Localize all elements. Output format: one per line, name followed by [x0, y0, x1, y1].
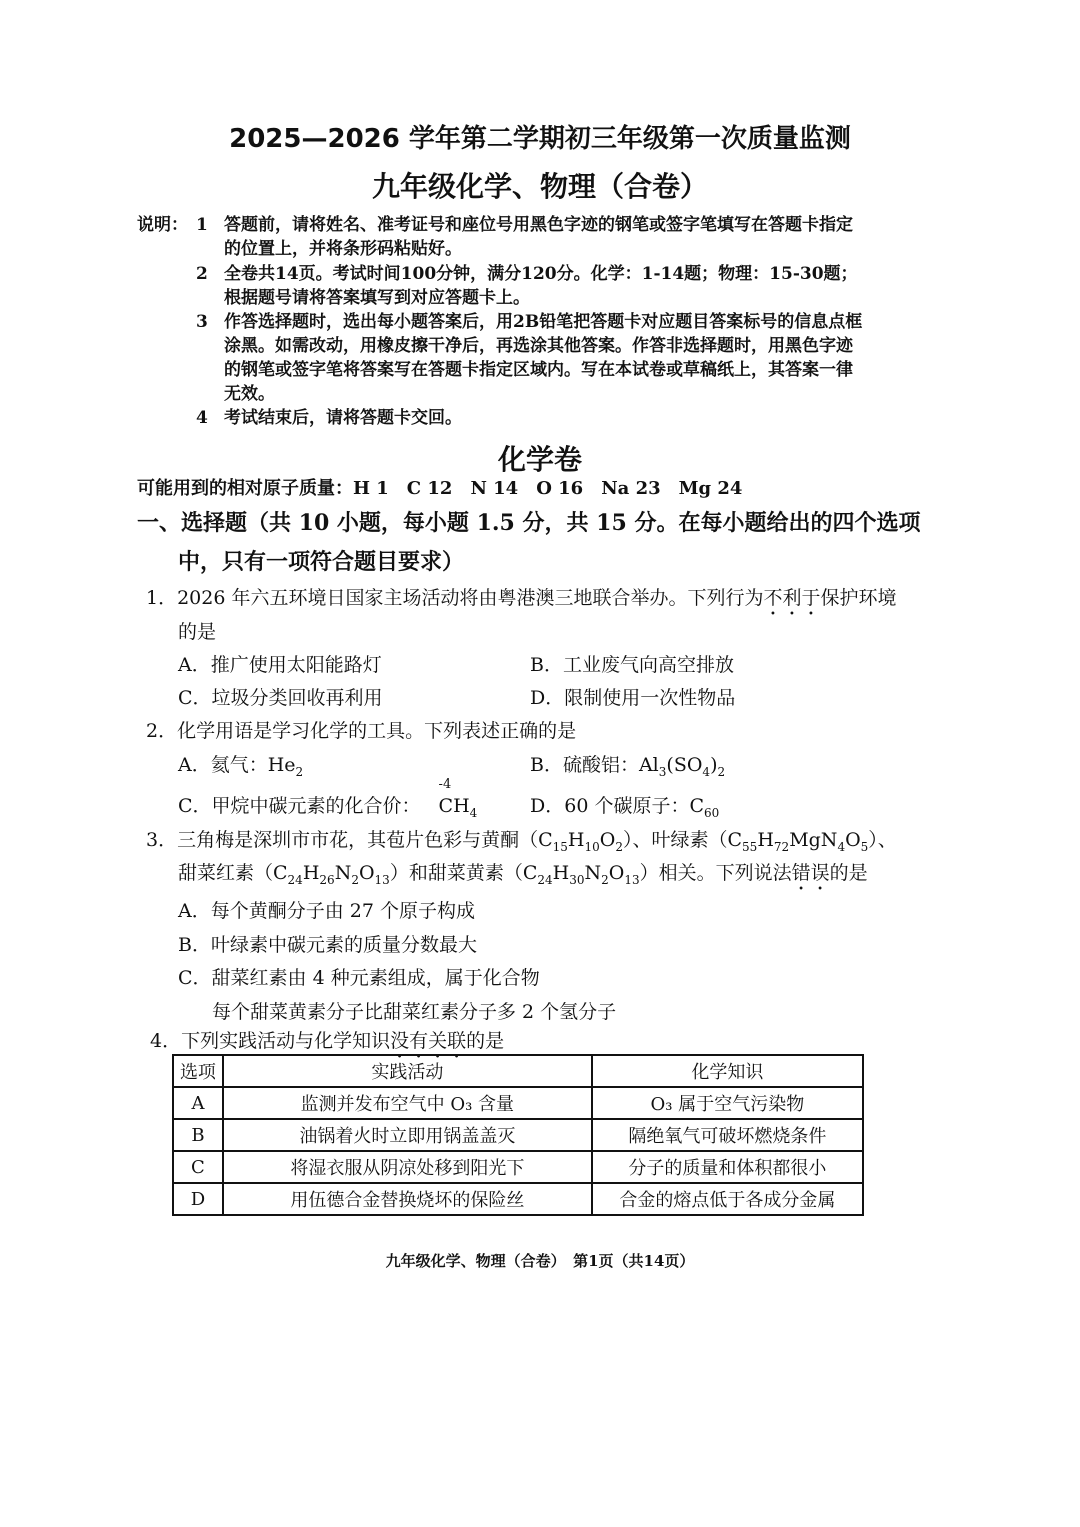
- q2-option-d: D．60 个碳原子：$C_{60}$: [530, 795, 720, 820]
- instruction-line: 的位置上，并将条形码粘贴好。: [224, 239, 462, 259]
- table-cell: 将湿衣服从阴凉处移到阳光下: [223, 1151, 592, 1183]
- q2-option-c: C．甲烷中碳元素的化合价： -4 $CH_4$: [178, 777, 478, 820]
- emphasis-text: 没有关联: [390, 1030, 467, 1052]
- table-cell: C: [173, 1151, 223, 1183]
- valence-mark: -4: [438, 777, 452, 792]
- table-header: 选项: [173, 1055, 223, 1087]
- q1-option-d: D．限制使用一次性物品: [530, 687, 736, 709]
- q1-option-c: C．垃圾分类回收再利用: [178, 687, 383, 709]
- q3-option-c: C．甜菜红素由 4 种元素组成，属于化合物: [178, 967, 540, 989]
- table-cell: A: [173, 1087, 223, 1119]
- table-cell: O₃ 属于空气污染物: [592, 1087, 863, 1119]
- q3-option-d: 每个甜菜黄素分子比甜菜红素分子多 2 个氢分子: [212, 1001, 617, 1023]
- exam-title: 2025—2026 学年第二学期初三年级第一次质量监测: [229, 124, 851, 154]
- question-4-stem: 4．下列实践活动与化学知识没有关联的是: [150, 1030, 505, 1052]
- table-header: 化学知识: [592, 1055, 863, 1087]
- instruction-num-3: 3: [196, 312, 208, 332]
- instruction-num-2: 2: [196, 264, 208, 284]
- table-cell: 分子的质量和体积都很小: [592, 1151, 863, 1183]
- table-row: [173, 1087, 863, 1119]
- instruction-line: 的钢笔或签字笔将答案写在答题卡指定区域内。写在本试卷或草稿纸上，其答案一律: [224, 360, 853, 380]
- table-cell: 用伍德合金替换烧坏的保险丝: [223, 1183, 592, 1215]
- instruction-line: 涂黑。如需改动，用橡皮擦干净后，再选涂其他答案。作答非选择题时，用黑色字迹: [224, 336, 853, 356]
- question-3-stem-cont: 甜菜红素$(C_{24}H_{26}N_2O_{13})$和甜菜黄素$(C_{24}H_{30}N_2O_{13})$相关。下列说法错误的是: [178, 862, 868, 887]
- q2-option-b: B．硫酸铝：$Al_3(SO_4)_2$: [530, 754, 726, 779]
- table-header: 实践活动: [223, 1055, 592, 1087]
- table-header-row: [173, 1055, 863, 1087]
- emphasis-text: 不利于: [763, 587, 821, 609]
- page-footer: 九年级化学、物理（合卷） 第1页（共14页）: [385, 1252, 695, 1270]
- table-row: [173, 1119, 863, 1151]
- table-cell: B: [173, 1119, 223, 1151]
- instruction-line: 答题前，请将姓名、准考证号和座位号用黑色字迹的钢笔或签字笔填写在答题卡指定: [224, 215, 853, 235]
- instruction-num-1: 1: [196, 215, 208, 235]
- table-cell: D: [173, 1183, 223, 1215]
- instruction-line: 考试结束后，请将答题卡交回。: [224, 408, 462, 428]
- instruction-num-4: 4: [196, 408, 208, 428]
- q1-option-b: B．工业废气向高空排放: [530, 654, 734, 676]
- table-cell: 隔绝氧气可破坏燃烧条件: [592, 1119, 863, 1151]
- q3-option-b: B．叶绿素中碳元素的质量分数最大: [178, 934, 477, 956]
- knowledge-table: [172, 1054, 864, 1216]
- table-cell: 油锅着火时立即用锅盖盖灭: [223, 1119, 592, 1151]
- table-row: [173, 1183, 863, 1215]
- atomic-masses: 可能用到的相对原子质量：H 1 C 12 N 14 O 16 Na 23 Mg 24: [137, 478, 743, 499]
- exam-subtitle: 九年级化学、物理（合卷）: [371, 170, 708, 203]
- q2-option-a: A．氦气：$He_2$: [178, 754, 304, 779]
- table-cell: 监测并发布空气中 O₃ 含量: [223, 1087, 592, 1119]
- table-cell: 合金的熔点低于各成分金属: [592, 1183, 863, 1215]
- section-title: 化学卷: [497, 443, 582, 476]
- part-title: 一、选择题（共 10 小题，每小题 1.5 分，共 15 分。在每小题给出的四个选项: [137, 510, 921, 536]
- instruction-line: 无效。: [224, 384, 275, 404]
- q1-option-a: A．推广使用太阳能路灯: [178, 654, 382, 676]
- part-title-cont: 中，只有一项符合题目要求）: [178, 549, 465, 575]
- instruction-line: 作答选择题时，选出每小题答案后，用2B铅笔把答题卡对应题目答案标号的信息点框: [224, 312, 863, 332]
- q3-option-a: A．每个黄酮分子由 27 个原子构成: [178, 900, 475, 922]
- instructions-label: 说明：: [137, 215, 188, 235]
- table-row: [173, 1151, 863, 1183]
- question-1-stem-cont: 的是: [178, 621, 217, 643]
- question-2-stem: 2．化学用语是学习化学的工具。下列表述正确的是: [146, 720, 577, 742]
- instruction-line: 根据题号请将答案填写到对应答题卡上。: [224, 288, 530, 308]
- question-3-stem: 3．三角梅是深圳市市花，其苞片色彩与黄酮$(C_{15}H_{10}O_2)$、叶绿素$(C_{55}H_{72}MgN_4O_5)$、: [146, 829, 897, 854]
- instruction-line: 全卷共14页。考试时间100分钟，满分120分。化学：1-14题；物理：15-30题；: [224, 264, 858, 284]
- question-1-stem: 1．2026 年六五环境日国家主场活动将由粤港澳三地联合举办。下列行为不利于保护环境: [146, 587, 897, 609]
- emphasis-text: 错误: [791, 862, 830, 884]
